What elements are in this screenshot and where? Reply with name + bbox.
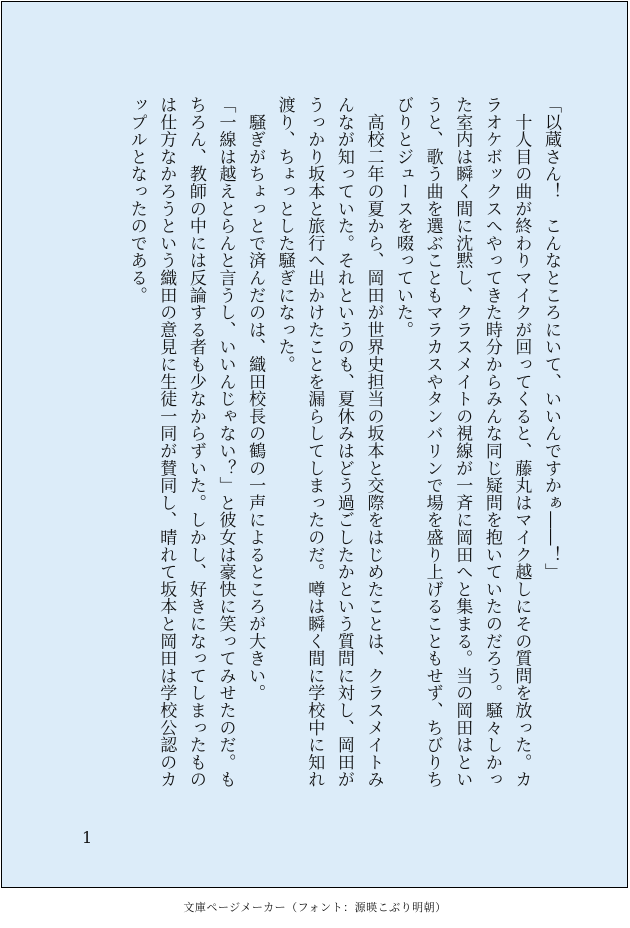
paragraph-3: 高校二年の夏から、岡田が世界史担当の坂本と交際をはじめたことは、クラスメイトみんなが知っていた。それというのも、夏休みはどう過ごしたかという質問に対し、岡田がうっかり坂本と旅行へ出かけたことを漏らしてしまったのだ。噂は瞬く間に学校中に知れ渡り、ちょっとした騒ぎになった。 [274, 96, 384, 788]
vertical-text-body [65, 96, 565, 796]
paragraph-1: 「以蔵さん！ こんなところにいて、いいんですかぁ――！」 [541, 96, 561, 581]
paragraph-4: 騒ぎがちょっとで済んだのは、織田校長の鶴の一声によるところが大きい。 [245, 96, 266, 702]
paragraph-5: 「一線は越えとらんと言うし、いいんじゃない？」と彼女は豪快に笑ってみせたのだ。もちろん、教師の中には反論する者も少なからずいた。しかし、好きになってしまったものは仕方なかろうという織田の意見に生徒一同が賛同し、晴れて坂本と岡田は学校公認のカップルとなったのである。 [126, 96, 236, 788]
footer-caption: 文庫ページメーカー（フォント：源暎こぶり明朝） [183, 901, 447, 914]
page-number: 1 [82, 828, 93, 847]
paragraph-2: 十人目の曲が終わりマイクが回ってくると、藤丸はマイク越しにその質問を放った。カラオケボックスへやってきた時分からみんな同じ疑問を抱いていたのだろう。騒々しかった室内は瞬く間に沈黙し、クラスメイトの視線が一斉に岡田へと集まる。当の岡田はというと、歌う曲を選ぶこともマラカスやタンバリンで場を盛り上げることもせず、ちびりちびりとジュースを啜っていた。 [393, 96, 532, 788]
book-page [1, 1, 628, 888]
